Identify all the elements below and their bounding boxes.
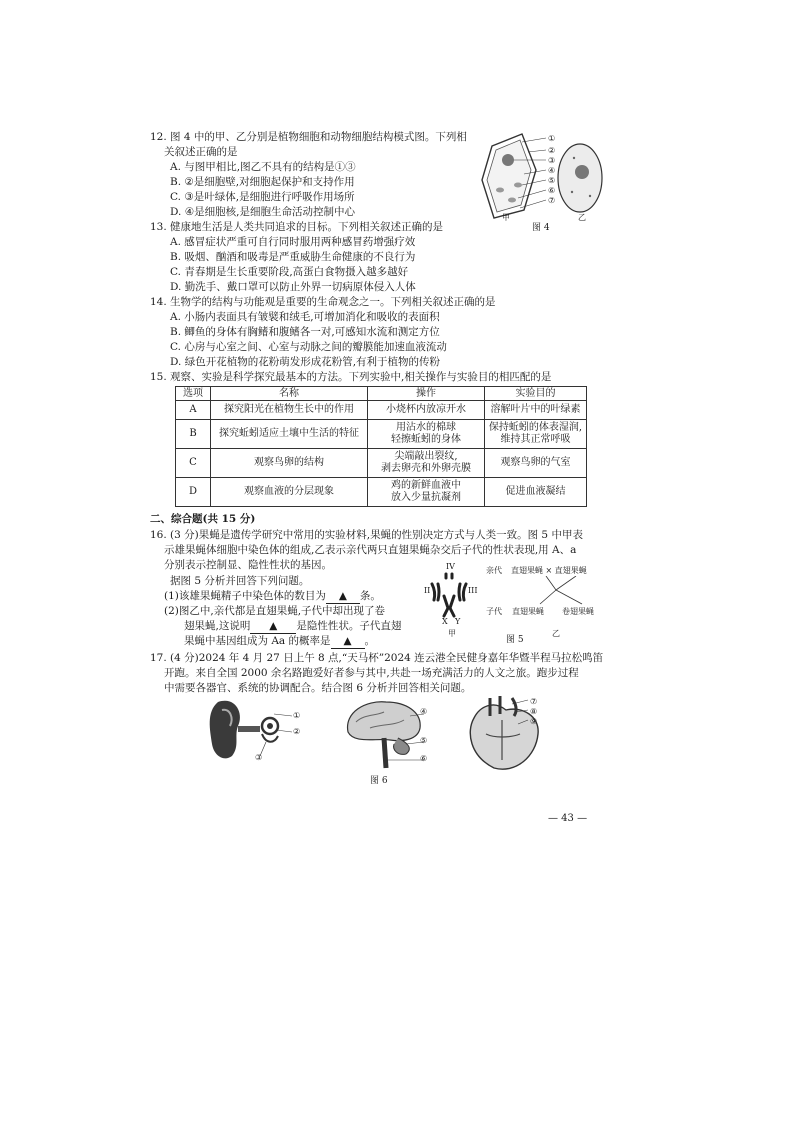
table-row — [176, 401, 587, 420]
q16-line1: 16. (3 分)果蝇是遗传学研究中常用的实验材料,果蝇的性别决定方式与人类一致。图 5 中甲表 — [150, 529, 583, 541]
row-b-purpose — [485, 420, 587, 449]
row-c-option: C — [176, 449, 211, 478]
fig5-label-jia: 甲 — [448, 629, 456, 638]
q12-stem-line2: 关叙述正确的是 — [164, 146, 238, 158]
q12-option-d: D. ④是细胞核,是细胞生命活动控制中心 — [170, 206, 355, 218]
row-c-operation-line1: 尖端敲出裂纹, — [394, 451, 458, 462]
q13-option-d: D. 勤洗手、戴口罩可以防止外界一切病原体侵入人体 — [170, 281, 416, 293]
fig6-brain-marker-6: ⑥ — [420, 754, 428, 763]
q13-option-c: C. 青春期是生长重要阶段,高蛋白食物摄入越多越好 — [170, 266, 409, 278]
q14-option-a: A. 小肠内表面具有皱襞和绒毛,可增加消化和吸收的表面积 — [170, 311, 440, 323]
q16-subq2-line3 — [184, 634, 375, 649]
row-d-option: D — [176, 478, 211, 507]
row-a-purpose: 溶解叶片中的叶绿素 — [485, 401, 587, 420]
row-b-name: 探究蚯蚓适应土壤中生活的特征 — [211, 420, 368, 449]
row-c-purpose: 观察鸟卵的气室 — [485, 449, 587, 478]
row-d-purpose: 促进血液凝结 — [485, 478, 587, 507]
fig6-ear-marker-3: ③ — [255, 753, 263, 762]
figure-5-chromosomes — [420, 566, 480, 626]
row-d-operation-line1: 鸡的新鲜血液中 — [391, 480, 461, 491]
fig4-marker-7: ⑦ — [548, 196, 556, 205]
q16-line2: 示雄果蝇体细胞中染色体的组成,乙表示亲代两只直翅果蝇杂交后子代的性状表现,用 A、a — [164, 544, 577, 556]
fig5-child-curly: 卷翅果蝇 — [562, 607, 594, 616]
fig6-ear-marker-2: ② — [293, 727, 301, 736]
q16-subq2-text-a: 翅果蝇,这说明 — [184, 620, 251, 632]
q13-stem: 13. 健康地生活是人类共同追求的目标。下列相关叙述正确的是 — [150, 221, 444, 233]
animal-cell-diagram — [558, 144, 602, 212]
q14-option-c: C. 心房与心室之间、心室与动脉之间的瓣膜能加速血液流动 — [170, 341, 447, 353]
table-row — [176, 420, 587, 449]
header-operation: 操作 — [368, 387, 485, 401]
row-c-operation-line2: 剥去卵壳和外卵壳膜 — [381, 463, 471, 474]
plant-cell-diagram — [482, 134, 546, 218]
row-d-operation — [368, 478, 485, 507]
q17-line1: 17. (4 分)2024 年 4 月 27 日上午 8 点,“天马杯”2024 连云港全民健身嘉年华暨半程马拉松鸣笛 — [150, 652, 604, 664]
q16-line4: 据图 5 分析并回答下列问题。 — [170, 575, 310, 587]
fig5-chrom-iii: III — [468, 586, 478, 595]
fig5-label-yi: 乙 — [552, 629, 560, 638]
q14-stem: 14. 生物学的结构与功能观是重要的生命观念之一。下列相关叙述正确的是 — [150, 296, 496, 308]
row-a-name: 探究阳光在植物生长中的作用 — [211, 401, 368, 420]
row-c-operation — [368, 449, 485, 478]
fig4-marker-2: ② — [548, 146, 556, 155]
row-d-name: 观察血液的分层现象 — [211, 478, 368, 507]
q16-subq1-text: (1)该雄果蝇精子中染色体的数目为 — [164, 590, 326, 602]
fig6-brain-marker-5: ⑤ — [420, 736, 428, 745]
fig5-parent-cross: 直翅果蝇 × 直翅果蝇 — [511, 566, 587, 575]
table-row — [176, 478, 587, 507]
q12-option-b: B. ②是细胞壁,对细胞起保护和支持作用 — [170, 176, 355, 188]
row-a-operation: 小烧杯内放凉开水 — [368, 401, 485, 420]
q12-option-a: A. 与图甲相比,图乙不具有的结构是①③ — [170, 161, 356, 173]
q13-option-b: B. 吸烟、酗酒和吸毒是严重威胁生命健康的不良行为 — [170, 251, 416, 263]
row-c-name: 观察鸟卵的结构 — [211, 449, 368, 478]
q12-option-c: C. ③是叶绿体,是细胞进行呼吸作用场所 — [170, 191, 355, 203]
fig6-caption: 图 6 — [370, 776, 388, 786]
q16-answer-blank-3[interactable]: ▲ — [331, 634, 365, 649]
row-b-option: B — [176, 420, 211, 449]
fig4-marker-6: ⑥ — [548, 186, 556, 195]
fig6-brain-marker-4: ④ — [420, 707, 428, 716]
fig5-caption: 图 5 — [506, 635, 524, 645]
header-purpose: 实验目的 — [485, 387, 587, 401]
q16-subq2-line2 — [184, 619, 401, 634]
q16-answer-blank-2[interactable]: ▲ — [250, 619, 296, 634]
fig5-chrom-x: X — [442, 617, 448, 626]
fig4-label-jia: 甲 — [502, 213, 510, 222]
section-2-heading: 二、综合题(共 15 分) — [150, 513, 256, 525]
row-b-operation-line2: 轻擦蚯蚓的身体 — [391, 434, 461, 445]
fig4-marker-3: ③ — [548, 156, 556, 165]
fig4-marker-1: ① — [548, 134, 556, 143]
fig5-cross-lines — [536, 576, 596, 606]
fig6-heart-marker-7: ⑦ — [530, 697, 538, 706]
fig4-marker-5: ⑤ — [548, 176, 556, 185]
fig5-chrom-iv: IV — [446, 562, 455, 571]
fig6-heart-marker-9: ⑨ — [530, 717, 538, 726]
row-b-purpose-line1: 保持蚯蚓的体表湿润, — [488, 422, 583, 433]
figure-4-cells — [478, 130, 608, 230]
q16-answer-blank-1[interactable]: ▲ — [326, 589, 360, 604]
table-row — [176, 449, 587, 478]
q16-subq2-text-c: 果蝇中基因组成为 Aa 的概率是 — [184, 635, 331, 647]
fig6-heart-diagram — [460, 694, 550, 774]
q13-option-a: A. 感冒症状严重可自行同时服用两种感冒药增强疗效 — [170, 236, 416, 248]
fig4-marker-4: ④ — [548, 166, 556, 175]
table-header-row — [176, 387, 587, 401]
q16-subq2-line1: (2)图乙中,亲代都是直翅果蝇,子代中却出现了卷 — [164, 605, 386, 617]
fig5-child-label: 子代 — [486, 607, 502, 616]
row-b-operation-line1: 用沾水的棉球 — [396, 422, 456, 433]
fig6-ear-marker-1: ① — [293, 711, 301, 720]
header-option: 选项 — [176, 387, 211, 401]
fig5-chrom-y: Y — [455, 617, 461, 626]
q17-line3: 中需要各器官、系统的协调配合。结合图 6 分析并回答相关问题。 — [164, 682, 472, 694]
q15-stem: 15. 观察、实验是科学探究最基本的方法。下列实验中,相关操作与实验目的相匹配的是 — [150, 371, 552, 383]
row-a-option: A — [176, 401, 211, 420]
row-b-operation — [368, 420, 485, 449]
q16-subq1-unit: 条。 — [359, 590, 381, 602]
q17-line2: 开跑。来自全国 2000 余名路跑爱好者参与其中,共赴一场充满活力的人文之旅。跑步过程 — [164, 667, 579, 679]
q12-stem-line1: 12. 图 4 中的甲、乙分别是植物细胞和动物细胞结构模式图。下列相 — [150, 131, 467, 143]
q15-experiment-table — [175, 386, 587, 507]
row-b-purpose-line2: 维持其正常呼吸 — [500, 434, 571, 445]
fig5-child-straight: 直翅果蝇 — [512, 607, 544, 616]
fig5-chrom-ii: II — [424, 586, 431, 595]
header-name: 名称 — [211, 387, 368, 401]
fig6-heart-marker-8: ⑧ — [530, 707, 538, 716]
q16-line3: 分别表示控制显、隐性性状的基因。 — [164, 559, 332, 571]
row-d-operation-line2: 放入少量抗凝剂 — [391, 492, 461, 503]
q14-option-b: B. 鲫鱼的身体有胸鳍和腹鳍各一对,可感知水流和测定方位 — [170, 326, 440, 338]
fig6-ear-diagram — [200, 696, 300, 766]
fig5-parent-label: 亲代 — [486, 566, 502, 575]
fig4-caption: 图 4 — [532, 223, 550, 233]
q14-option-d: D. 绿色开花植物的花粉萌发形成花粉管,有利于植物的传粉 — [170, 356, 441, 368]
q16-subq1 — [164, 589, 381, 604]
page-number: — 43 — — [548, 813, 588, 824]
q16-subq2-text-b: 是隐性性状。子代直翅 — [296, 620, 402, 632]
q16-subq2-text-d: 。 — [364, 635, 376, 647]
fig4-label-yi: 乙 — [578, 213, 586, 222]
